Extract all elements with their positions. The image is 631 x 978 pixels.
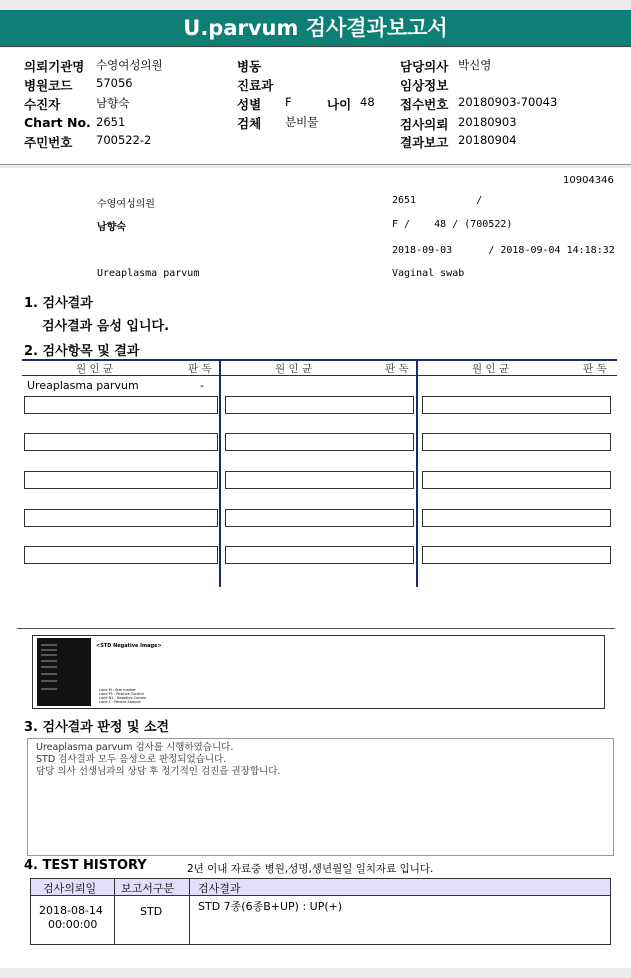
history-header	[31, 879, 610, 896]
history-col-date: 검사의뢰일	[43, 882, 97, 895]
history-time: 00:00:00	[48, 918, 98, 931]
gel-band	[41, 660, 57, 662]
result-cell	[24, 471, 218, 489]
result-cell	[422, 546, 611, 564]
report-label: 결과보고	[400, 135, 449, 150]
grid-divider-1	[219, 361, 221, 587]
summary-hospital: 수영여성의원	[97, 199, 155, 210]
col-pathogen-1: 원 인 균	[76, 363, 114, 375]
result-cell	[24, 396, 218, 414]
gel-band	[41, 644, 57, 646]
opinion-line: Ureaplasma parvum 검사를 시행하였습니다.	[36, 742, 234, 753]
code-value: 57056	[96, 76, 133, 90]
hospital-label: 의뢰기관명	[24, 59, 85, 74]
history-table	[30, 878, 611, 945]
result-cell	[422, 471, 611, 489]
gel-legend-line: Lane M : Size marker	[99, 688, 136, 692]
section1-title: 1. 검사결과	[24, 296, 93, 311]
section-divider	[17, 628, 615, 629]
doctor-value: 박신영	[458, 58, 492, 72]
gel-image	[37, 638, 91, 706]
rrn-label: 주민번호	[24, 135, 73, 150]
request-label: 검사의뢰	[400, 117, 449, 132]
opinion-box	[27, 738, 614, 856]
section2-title: 2. 검사항목 및 결과	[24, 344, 140, 359]
history-result: STD 7종(6종B+UP) : UP(+)	[198, 900, 343, 913]
gel-legend-line: Lane N1 : Negative Control	[99, 696, 147, 700]
summary-patient: 남향숙	[97, 222, 126, 233]
receiver-label: 수진자	[24, 97, 61, 112]
report-title: U.parvum 검사결과보고서	[0, 10, 631, 47]
history-type: STD	[140, 905, 163, 918]
report-sheet	[0, 168, 631, 968]
age-value: 48	[360, 95, 375, 109]
chart-label: Chart No.	[24, 115, 91, 130]
code-label: 병원코드	[24, 78, 73, 93]
result-cell	[24, 433, 218, 451]
gel-caption: <STD Negative Image>	[96, 643, 162, 649]
grid-head-rule	[22, 375, 617, 376]
col-judgement-1: 판 독	[188, 363, 212, 375]
result-cell	[24, 509, 218, 527]
sex-label: 성별	[237, 97, 262, 112]
gel-band	[41, 673, 57, 675]
history-col-divider	[189, 879, 190, 944]
doctor-label: 담당의사	[400, 59, 449, 74]
gel-band	[41, 654, 57, 656]
result-cell	[225, 433, 414, 451]
report-id: 10904346	[563, 175, 614, 186]
section4-title: 4. TEST HISTORY	[24, 858, 147, 873]
sex-value: F	[285, 95, 292, 109]
specimen-label: 검체	[237, 116, 262, 131]
gel-legend-line: Lane P1 : Positive Control	[99, 692, 144, 696]
hospital-value: 수영여성의원	[96, 58, 163, 72]
dept-label: 진료과	[237, 78, 274, 93]
history-date: 2018-08-14	[39, 904, 103, 917]
grid-divider-2	[416, 361, 418, 587]
summary-test-name: Ureaplasma parvum	[97, 268, 200, 279]
result-cell	[225, 396, 414, 414]
col-pathogen-3: 원 인 균	[472, 363, 510, 375]
gel-band	[41, 680, 57, 682]
col-pathogen-2: 원 인 균	[275, 363, 313, 375]
gel-legend-line: Lane 1 : Patient Sample	[99, 700, 141, 704]
summary-specimen: Vaginal swab	[392, 268, 465, 279]
section1-result: 검사결과 음성 입니다.	[42, 319, 170, 334]
report-header	[0, 48, 631, 165]
col-judgement-3: 판 독	[583, 363, 607, 375]
gel-band	[41, 666, 57, 668]
summary-sex-age: F / 48 / (700522)	[392, 219, 513, 230]
opinion-line: 담당 의사 선생님과의 상담 후 정기적인 검진을 권장합니다.	[36, 766, 281, 777]
ward-label: 병동	[237, 59, 262, 74]
opinion-line: STD 검사결과 모두 음성으로 판정되었습니다.	[36, 754, 227, 765]
organism-result: -	[200, 379, 204, 392]
summary-dates: 2018-09-03 / 2018-09-04 14:18:32	[392, 245, 615, 256]
age-label: 나이	[327, 97, 352, 112]
clinical-label: 임상정보	[400, 78, 449, 93]
rrn-value: 700522-2	[96, 133, 152, 147]
receiver-value: 남향숙	[96, 96, 130, 110]
result-cell	[422, 433, 611, 451]
specimen-value: 분비물	[285, 115, 319, 129]
organism-name: Ureaplasma parvum	[27, 379, 139, 392]
report-value: 20180904	[458, 133, 517, 147]
history-note: 2년 이내 자료중 병원,성명,생년월일 일치자료 입니다.	[187, 863, 434, 875]
gel-band	[41, 688, 57, 690]
history-col-divider	[114, 879, 115, 944]
accession-label: 접수번호	[400, 97, 449, 112]
history-col-type: 보고서구분	[121, 882, 175, 895]
result-cell	[225, 546, 414, 564]
section3-title: 3. 검사결과 판정 및 소견	[24, 720, 170, 735]
request-value: 20180903	[458, 115, 517, 129]
summary-chart: 2651 /	[392, 195, 483, 206]
gel-image-frame	[32, 635, 605, 709]
chart-value: 2651	[96, 115, 126, 129]
col-judgement-2: 판 독	[385, 363, 409, 375]
gel-band	[41, 649, 57, 651]
result-cell	[422, 396, 611, 414]
history-col-result: 검사결과	[198, 882, 241, 895]
result-cell	[225, 509, 414, 527]
result-cell	[422, 509, 611, 527]
result-cell	[225, 471, 414, 489]
accession-value: 20180903-70043	[458, 95, 558, 109]
result-cell	[24, 546, 218, 564]
